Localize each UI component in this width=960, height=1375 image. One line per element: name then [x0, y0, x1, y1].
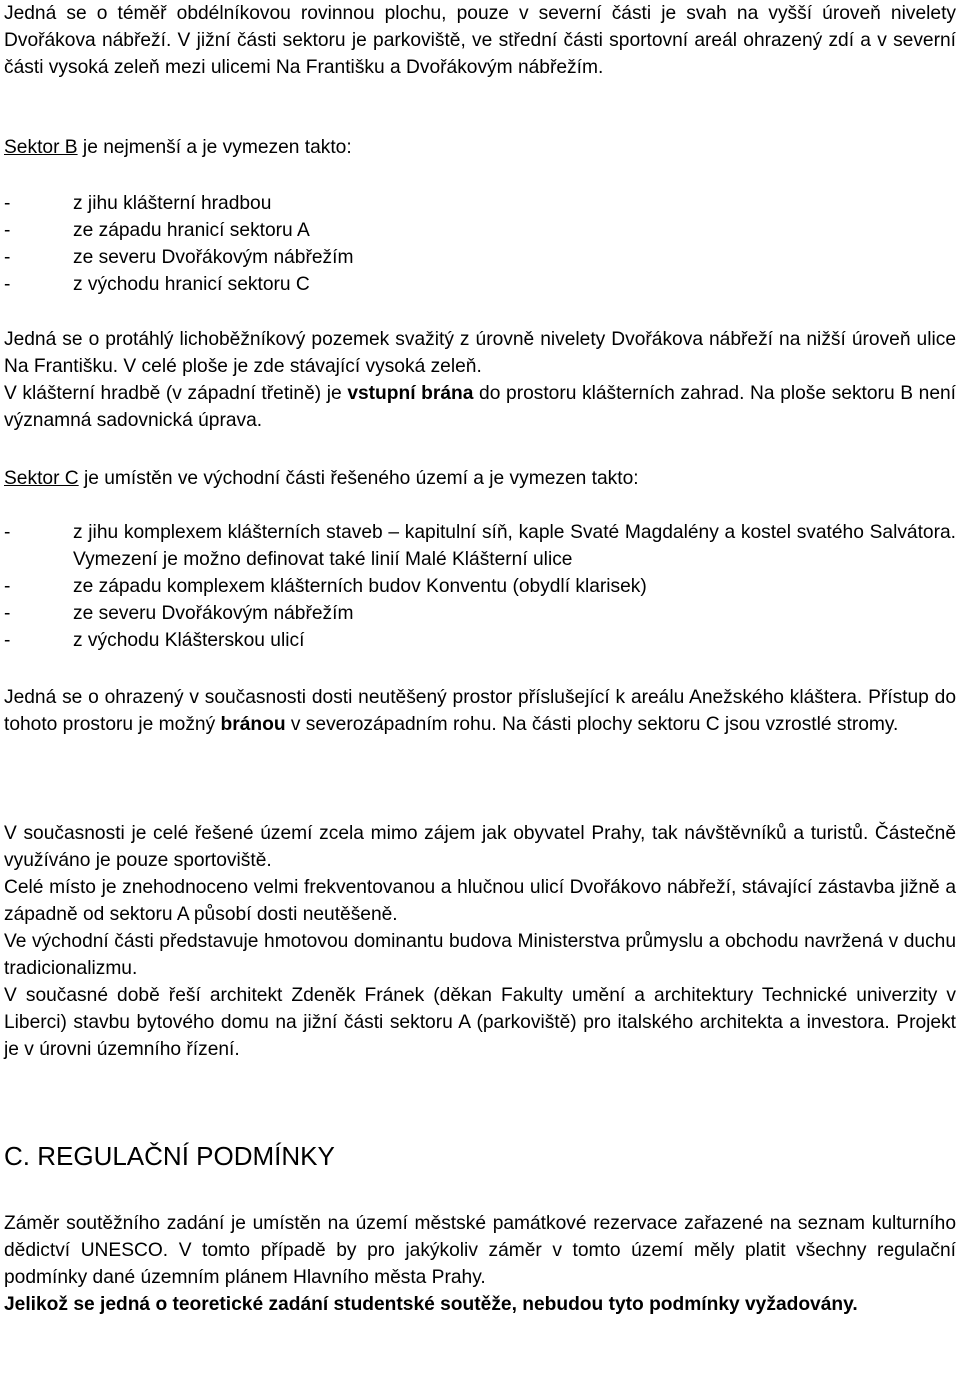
dash-marker: -	[4, 247, 11, 268]
sector-c-title-rest: je umístěn ve východní části řešeného území a je vymezen takto:	[78, 468, 639, 489]
list-item	[4, 600, 956, 627]
sector-c-description	[4, 684, 956, 738]
gate-text: bránou	[220, 714, 286, 735]
dash-marker: -	[4, 220, 11, 241]
dash-marker: -	[4, 193, 11, 214]
sector-c-bound-south: z jihu komplexem klášterních staveb – kapitulní síň, kaple Svaté Magdalény a kostel svatého Salvátora. Vymezení je možno definovat také linií Malé Klášterní ulice	[73, 522, 956, 570]
sector-b-heading	[4, 134, 956, 161]
sector-b-section	[4, 134, 956, 161]
sector-b-bounds-list	[4, 190, 956, 298]
sector-b-desc-2b: do prostoru klášterních zahrad. Na ploše sektoru B není významná sadovnická úprava.	[4, 383, 957, 431]
current-state-p3: Ve východní části představuje hmotovou dominantu budova Ministerstva průmyslu a obchodu navržená v duchu tradicionalizmu.	[4, 931, 956, 979]
sector-b-desc-2	[4, 380, 956, 434]
dash-marker: -	[4, 630, 11, 651]
dash-marker: -	[4, 576, 11, 597]
sector-c-desc-b: v severozápadním rohu. Na části plochy sektoru C jsou vzrostlé stromy.	[285, 714, 899, 735]
sector-b-desc-2a: V klášterní hradbě (v západní třetině) je	[4, 383, 348, 404]
list-item	[4, 217, 956, 244]
sector-c-bounds	[4, 519, 956, 654]
sector-c-title: Sektor C	[4, 468, 79, 489]
sector-b-title-rest: je nejmenší a je vymezen takto:	[77, 137, 352, 158]
sector-b-bound-west: ze západu hranicí sektoru A	[73, 220, 310, 241]
sector-c-desc-a: Jedná se o ohrazený v současnosti dosti neutěšený prostor příslušející k areálu Anežského kláštera. Přístup do tohoto prostoru je možný	[4, 687, 956, 735]
regulation-p2	[4, 1291, 956, 1318]
list-item	[4, 519, 956, 573]
regulation-heading: C. REGULAČNÍ PODMÍNKY	[4, 1141, 335, 1171]
list-item	[4, 271, 956, 298]
dash-marker: -	[4, 274, 11, 295]
current-state-p4: V současné době řeší architekt Zdeněk Fránek (děkan Fakulty umění a architektury Technické univerzity v Liberci) stavbu bytového domu na jižní části sektoru A (parkoviště) pro italského architekta a investora. Projekt je v úrovni územního řízení.	[4, 985, 956, 1060]
sector-c-bound-east: z východu Klášterskou ulicí	[73, 630, 305, 651]
sector-c-bound-west: ze západu komplexem klášterních budov Konventu (obydlí klarisek)	[73, 576, 647, 597]
sector-b-bounds	[4, 190, 956, 298]
sector-c-bounds-list	[4, 519, 956, 654]
entrance-gate-text: vstupní brána	[347, 383, 474, 404]
sector-c-bound-north: ze severu Dvořákovým nábřežím	[73, 603, 354, 624]
regulation-heading-block	[4, 1140, 956, 1172]
sector-b-bound-east: z východu hranicí sektoru C	[73, 274, 310, 295]
sector-c-section	[4, 465, 956, 492]
intro-paragraph: Jedná se o téměř obdélníkovou rovinnou plochu, pouze v severní části je svah na vyšší úroveň nivelety Dvořákova nábřeží. V jižní části sektoru je parkoviště, ve střední části sportovní areál ohrazený zdí a v severní části vysoká zeleň mezi ulicemi Na Františku a Dvořákovým nábřežím.	[4, 3, 956, 78]
regulation-p1: Záměr soutěžního zadání je umístěn na území městské památkové rezervace zařazené na seznam kulturního dědictví UNESCO. V tomto případě by pro jakýkoliv záměr v tomto území měly platit všechny regulační podmínky dané územním plánem Hlavního města Prahy.	[4, 1213, 956, 1288]
list-item	[4, 627, 956, 654]
sector-b-desc-1: Jedná se o protáhlý lichoběžníkový pozemek svažitý z úrovně nivelety Dvořákova nábřeží na nižší úroveň ulice Na Františku. V celé ploše je zde stávající vysoká zeleň.	[4, 329, 956, 377]
sector-c-desc	[4, 684, 956, 738]
current-state-p2: Celé místo je znehodnoceno velmi frekventovanou a hlučnou ulicí Dvořákovo nábřeží, stávající zástavba jižně a západně od sektoru A působí dosti neutěšeně.	[4, 877, 956, 925]
intro-section	[4, 0, 956, 81]
sector-b-bound-south: z jihu klášterní hradbou	[73, 193, 272, 214]
sector-b-title: Sektor B	[4, 137, 78, 158]
list-item	[4, 190, 956, 217]
sector-b-description	[4, 326, 956, 434]
list-item	[4, 573, 956, 600]
dash-marker: -	[4, 603, 11, 624]
sector-b-bound-north: ze severu Dvořákovým nábřežím	[73, 247, 354, 268]
regulation-section	[4, 1210, 956, 1318]
current-state-p1: V současnosti je celé řešené území zcela mimo zájem jak obyvatel Prahy, tak návštěvníků a turistů. Částečně využíváno je pouze sportoviště.	[4, 823, 956, 871]
regulation-note: Jelikož se jedná o teoretické zadání studentské soutěže, nebudou tyto podmínky vyžadovány.	[4, 1294, 858, 1315]
list-item	[4, 244, 956, 271]
dash-marker: -	[4, 522, 11, 543]
sector-c-heading	[4, 465, 956, 492]
current-state-section	[4, 820, 956, 1063]
